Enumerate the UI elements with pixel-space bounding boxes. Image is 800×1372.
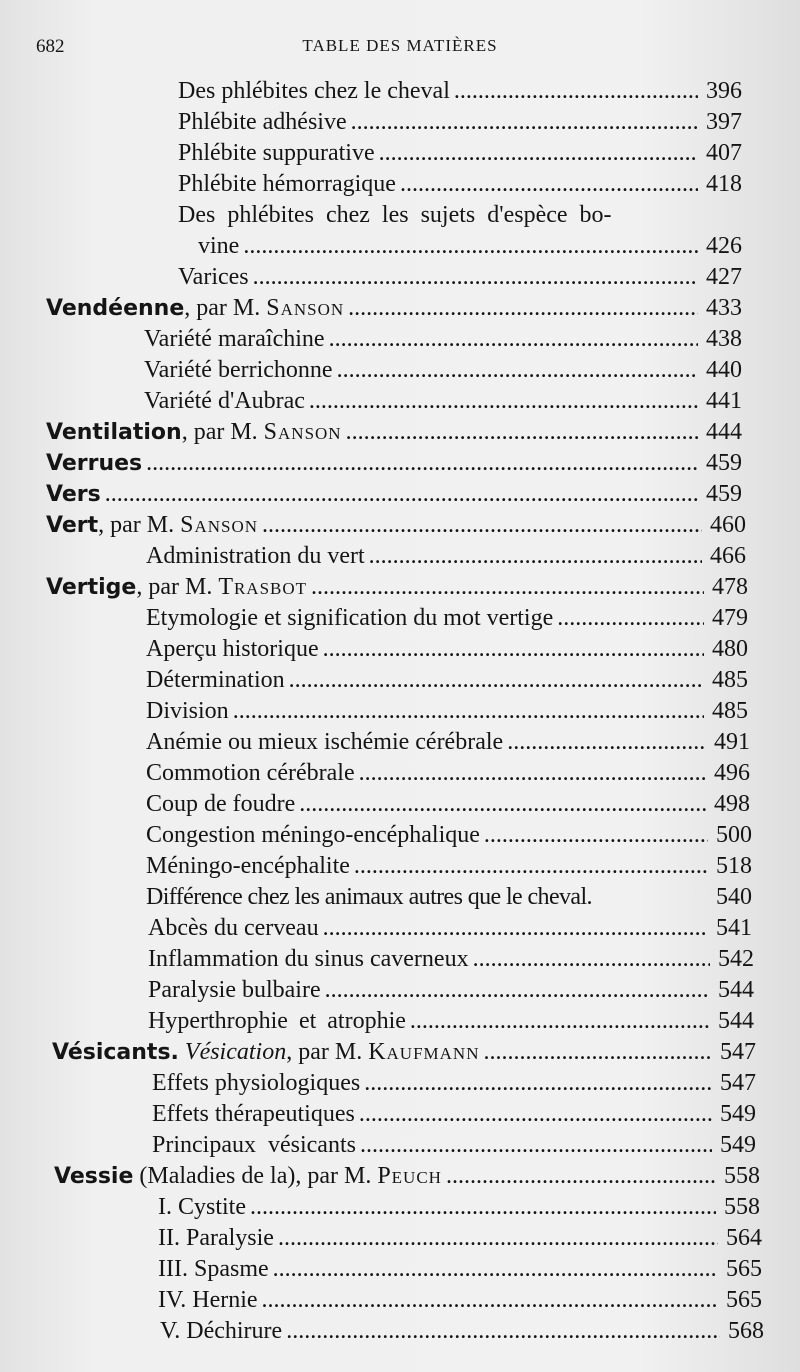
page-header bbox=[0, 30, 800, 60]
toc-entry-headword: Vers bbox=[46, 482, 101, 507]
running-title: TABLE DES MATIÈRES bbox=[302, 36, 498, 55]
dot-leader bbox=[278, 1223, 718, 1254]
toc-entry-title: Effets physiologiques bbox=[152, 1070, 361, 1096]
toc-entry-by: (Maladies de la), par M. bbox=[133, 1163, 378, 1189]
toc-entry-title bbox=[46, 293, 344, 324]
toc-entry bbox=[146, 820, 752, 851]
toc-entry bbox=[52, 1037, 756, 1068]
toc-entry bbox=[144, 324, 742, 355]
dot-leader bbox=[233, 696, 704, 727]
toc-entry-page: 544 bbox=[718, 977, 754, 1003]
toc-entry-title: Etymologie et signification du mot vertige bbox=[146, 605, 554, 631]
toc-entry bbox=[158, 1285, 762, 1316]
toc-entry-page: 500 bbox=[716, 822, 752, 848]
page-number: 682 bbox=[36, 36, 65, 57]
toc-entry-page: 547 bbox=[720, 1039, 756, 1065]
toc-entry-by: , par M. bbox=[184, 295, 267, 321]
toc-entry-page: 541 bbox=[716, 915, 752, 941]
dot-leader bbox=[289, 665, 704, 696]
toc-entry-page: 491 bbox=[714, 729, 750, 755]
toc-entry-title: Varices bbox=[178, 264, 249, 290]
toc-entry-page: 568 bbox=[728, 1318, 764, 1344]
toc-entry-page: 564 bbox=[726, 1225, 762, 1251]
toc-entry-author: Sanson bbox=[263, 419, 342, 445]
toc-entry-title: Anémie ou mieux ischémie cérébrale bbox=[146, 729, 504, 755]
toc-entry-by: , par M. bbox=[181, 419, 264, 445]
toc-entry-page: 438 bbox=[706, 326, 742, 352]
toc-entry-page: 540 bbox=[716, 884, 752, 910]
toc-entry-page: 440 bbox=[706, 357, 742, 383]
toc-entry bbox=[148, 1006, 754, 1037]
dot-leader bbox=[446, 1161, 716, 1192]
toc-entry-title: Phlébite suppurative bbox=[178, 140, 375, 166]
toc-entry-title bbox=[46, 572, 307, 603]
dot-leader bbox=[286, 1316, 720, 1347]
dot-leader bbox=[243, 231, 698, 262]
toc-entry-page: 480 bbox=[712, 636, 748, 662]
toc-entry-title: Inflammation du sinus caverneux bbox=[148, 946, 469, 972]
toc-entry bbox=[160, 1316, 764, 1347]
toc-entry bbox=[146, 696, 748, 727]
toc-entry bbox=[144, 386, 742, 417]
dot-leader bbox=[323, 634, 704, 665]
toc-entry-title: Administration du vert bbox=[146, 543, 365, 569]
toc-entry bbox=[146, 665, 748, 696]
toc-entry-headword: Vert bbox=[46, 513, 99, 538]
toc-entry-title: Détermination bbox=[146, 667, 285, 693]
toc-entry-title bbox=[52, 1037, 480, 1068]
toc-entry-page: 558 bbox=[724, 1163, 760, 1189]
toc-entry-title: Phlébite hémorragique bbox=[178, 171, 396, 197]
toc-entry-headword: Vertige bbox=[46, 575, 137, 600]
dot-leader bbox=[410, 1006, 710, 1037]
toc-entry-by: , par M. bbox=[136, 574, 219, 600]
dot-leader bbox=[364, 1068, 712, 1099]
toc-entry-title: Variété berrichonne bbox=[144, 357, 333, 383]
toc-entry bbox=[146, 758, 750, 789]
toc-entry bbox=[46, 572, 748, 603]
toc-entry-page: 542 bbox=[718, 946, 754, 972]
toc-entry-author: Sanson bbox=[266, 295, 345, 321]
dot-leader bbox=[253, 262, 698, 293]
toc-entry-page: 485 bbox=[712, 667, 748, 693]
toc-entry-page: 549 bbox=[720, 1132, 756, 1158]
toc-entry-by: , par M. bbox=[286, 1039, 369, 1065]
toc-entry bbox=[178, 200, 698, 231]
toc-entry-title: vine bbox=[198, 233, 240, 259]
toc-entry-page: 427 bbox=[706, 264, 742, 290]
dot-leader bbox=[250, 1192, 716, 1223]
toc-entry-title: Paralysie bulbaire bbox=[148, 977, 321, 1003]
toc-entry-title bbox=[46, 448, 142, 479]
toc-entry-title bbox=[46, 417, 342, 448]
toc-entry bbox=[46, 448, 742, 479]
dot-leader bbox=[454, 76, 698, 107]
toc-entry-page: 460 bbox=[710, 512, 746, 538]
toc-entry-subtitle: Vésication bbox=[184, 1039, 287, 1065]
toc-entry-page: 498 bbox=[714, 791, 750, 817]
toc-entry bbox=[148, 913, 752, 944]
toc-entry-headword: Vendéenne bbox=[46, 296, 185, 321]
toc-entry-author: Peuch bbox=[377, 1163, 442, 1189]
toc-entry bbox=[146, 851, 752, 882]
toc-entry bbox=[146, 634, 748, 665]
toc-entry bbox=[198, 231, 742, 262]
dot-leader bbox=[273, 1254, 718, 1285]
toc-entry-title: Commotion cérébrale bbox=[146, 760, 355, 786]
dot-leader bbox=[311, 572, 704, 603]
toc-entry-title: V. Déchirure bbox=[160, 1318, 283, 1344]
toc-entry-title: Effets thérapeutiques bbox=[152, 1101, 355, 1127]
toc-entry bbox=[146, 882, 752, 913]
toc-entry-page: 565 bbox=[726, 1287, 762, 1313]
dot-leader bbox=[557, 603, 704, 634]
toc-entry-page: 441 bbox=[706, 388, 742, 414]
toc-entry-title bbox=[54, 1161, 442, 1192]
toc-entry-title: Variété maraîchine bbox=[144, 326, 325, 352]
toc-entry-author: Sanson bbox=[180, 512, 259, 538]
toc-entry-page: 518 bbox=[716, 853, 752, 879]
dot-leader bbox=[309, 386, 698, 417]
toc-entry bbox=[46, 417, 742, 448]
toc-entry bbox=[46, 510, 746, 541]
toc-entry-title: Phlébite adhésive bbox=[178, 109, 347, 135]
dot-leader bbox=[359, 1099, 712, 1130]
toc-entry bbox=[146, 541, 746, 572]
dot-leader bbox=[360, 1130, 712, 1161]
toc-entry bbox=[178, 138, 742, 169]
toc-entry-title: III. Spasme bbox=[158, 1256, 269, 1282]
dot-leader bbox=[262, 510, 702, 541]
toc-entry-title: Différence chez les animaux autres que le cheval. bbox=[146, 884, 592, 910]
toc-entry bbox=[178, 169, 742, 200]
toc-entry-page: 466 bbox=[710, 543, 746, 569]
toc-entry-title bbox=[46, 510, 258, 541]
dot-leader bbox=[484, 1037, 713, 1068]
toc-entry-headword: Vésicants. bbox=[52, 1040, 179, 1065]
dot-leader bbox=[484, 820, 708, 851]
dot-leader bbox=[473, 944, 710, 975]
dot-leader bbox=[325, 975, 710, 1006]
toc-entry-page: 397 bbox=[706, 109, 742, 135]
dot-leader bbox=[105, 479, 698, 510]
toc-entry bbox=[152, 1068, 756, 1099]
dot-leader bbox=[351, 107, 698, 138]
toc-entry bbox=[158, 1254, 762, 1285]
toc-entry bbox=[148, 975, 754, 1006]
toc-entry-page: 478 bbox=[712, 574, 748, 600]
toc-entry-page: 565 bbox=[726, 1256, 762, 1282]
toc-entry bbox=[152, 1130, 756, 1161]
dot-leader bbox=[359, 758, 706, 789]
toc-entry bbox=[152, 1099, 756, 1130]
toc-entry-author: Kaufmann bbox=[368, 1039, 480, 1065]
toc-entry-page: 426 bbox=[706, 233, 742, 259]
toc-entry-headword: Vessie bbox=[54, 1164, 134, 1189]
toc-entry bbox=[146, 789, 750, 820]
toc-entry bbox=[146, 603, 748, 634]
toc-entry-page: 418 bbox=[706, 171, 742, 197]
toc-entry-title: IV. Hernie bbox=[158, 1287, 258, 1313]
toc-entry-title: II. Paralysie bbox=[158, 1225, 274, 1251]
toc-entry bbox=[46, 293, 742, 324]
toc-entry bbox=[158, 1192, 760, 1223]
toc-entry-title: Principaux vésicants bbox=[152, 1132, 356, 1158]
toc-entry-page: 558 bbox=[724, 1194, 760, 1220]
toc-entry-title: Des phlébites chez le cheval bbox=[178, 78, 450, 104]
dot-leader bbox=[146, 448, 698, 479]
toc-entry-title: I. Cystite bbox=[158, 1194, 246, 1220]
toc-entry-title: Abcès du cerveau bbox=[148, 915, 319, 941]
dot-leader bbox=[262, 1285, 718, 1316]
toc-entry-page: 496 bbox=[714, 760, 750, 786]
toc-entry-page: 479 bbox=[712, 605, 748, 631]
toc-entry-page: 433 bbox=[706, 295, 742, 321]
toc-entry-title bbox=[46, 479, 101, 510]
toc-entry bbox=[144, 355, 742, 386]
toc-entry bbox=[158, 1223, 762, 1254]
toc-entry bbox=[54, 1161, 760, 1192]
dot-leader bbox=[379, 138, 698, 169]
dot-leader bbox=[354, 851, 708, 882]
toc-entry-title: Aperçu historique bbox=[146, 636, 319, 662]
toc-entry-title: Congestion méningo-encéphalique bbox=[146, 822, 480, 848]
toc-entry-headword: Verrues bbox=[46, 451, 143, 476]
toc-entry-title: Variété d'Aubrac bbox=[144, 388, 305, 414]
toc-entry bbox=[178, 262, 742, 293]
toc-entry-by: , par M. bbox=[98, 512, 181, 538]
dot-leader bbox=[369, 541, 702, 572]
dot-leader bbox=[348, 293, 698, 324]
dot-leader bbox=[323, 913, 708, 944]
toc-entry-page: 459 bbox=[706, 481, 742, 507]
toc-entry-page: 544 bbox=[718, 1008, 754, 1034]
toc-entry-page: 444 bbox=[706, 419, 742, 445]
toc-entry-title: Coup de foudre bbox=[146, 791, 296, 817]
toc-entry-page: 459 bbox=[706, 450, 742, 476]
dot-leader bbox=[400, 169, 698, 200]
toc-entry-page: 407 bbox=[706, 140, 742, 166]
dot-leader bbox=[507, 727, 706, 758]
dot-leader bbox=[329, 324, 698, 355]
toc-entry-headword: Ventilation bbox=[46, 420, 182, 445]
dot-leader bbox=[346, 417, 698, 448]
toc-entry-page: 549 bbox=[720, 1101, 756, 1127]
toc-entry-page: 547 bbox=[720, 1070, 756, 1096]
toc-entry-title: Méningo-encéphalite bbox=[146, 853, 350, 879]
dot-leader bbox=[337, 355, 698, 386]
toc-entry bbox=[148, 944, 754, 975]
toc-entry bbox=[178, 76, 742, 107]
toc-entry-page: 396 bbox=[706, 78, 742, 104]
dot-leader bbox=[299, 789, 706, 820]
toc-entry-title: Division bbox=[146, 698, 229, 724]
toc-entry bbox=[46, 479, 742, 510]
toc-entry-title: Hyperthrophie et atrophie bbox=[148, 1008, 406, 1034]
toc-entry bbox=[178, 107, 742, 138]
toc-entry-author: Trasbot bbox=[218, 574, 308, 600]
toc-entry-title: Des phlébites chez les sujets d'espèce bo- bbox=[178, 202, 612, 228]
toc-entry-page: 485 bbox=[712, 698, 748, 724]
toc-entry bbox=[146, 727, 750, 758]
